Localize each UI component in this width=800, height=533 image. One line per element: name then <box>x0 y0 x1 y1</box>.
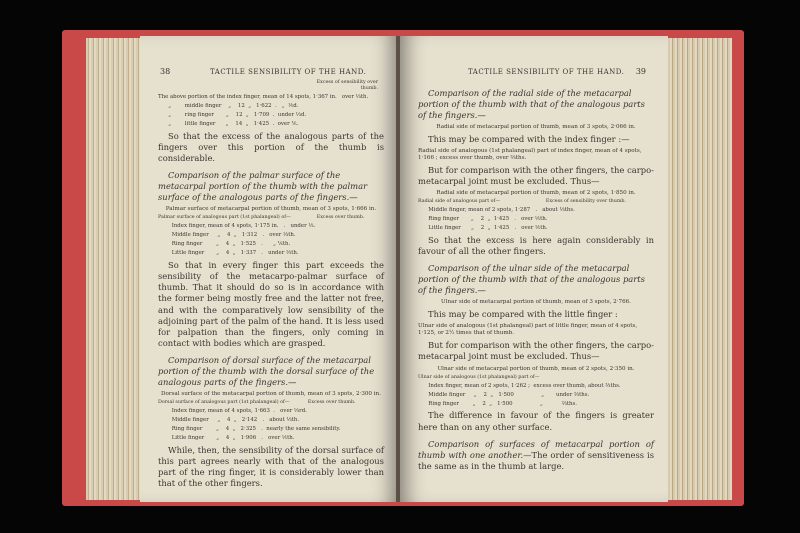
left-page-content <box>158 80 384 492</box>
paragraph-text: —The order of sensitiveness is the same as in the thumb at large. <box>418 449 654 472</box>
paragraph: But for comparison with the other fingers, the carpo-metacarpal joint must be excluded. Thus— <box>418 340 654 362</box>
table-top <box>158 94 384 128</box>
measurement-statement: Palmar surface of metacarpal portion of thumb, mean of 3 spots, 1·666 in. <box>165 206 377 213</box>
table-row: Ring finger „ 2 „ 1·425 . over ⅕th. <box>418 216 548 223</box>
table-column-header: Palmar surface of analogous part (1st phalangeal) of— Excess over thumb. <box>158 215 365 221</box>
section-heading: Comparison of the palmar surface of the metacarpal portion of the thumb with the palmar surface of the analogous parts of the fingers.— <box>158 170 368 203</box>
table-row: „ middle finger „ 12 „ 1·622 . „ ⅕d. <box>158 103 299 110</box>
right-page-content <box>418 84 654 475</box>
table-column-header: Ulnar side of analogous (1st phalangeal) part of— <box>418 374 540 380</box>
measurement-statement: Radial side of metacarpal portion of thumb, mean of 2 spots, 1·850 in. <box>436 190 636 197</box>
measurement-statement: Ulnar side of metacarpal portion of thumb, mean of 3 spots, 2·766. <box>441 299 631 306</box>
paragraph: This may be compared with the little finger : <box>428 309 618 320</box>
paragraph: So that in every finger this part exceeds the sensibility of the metacarpo-palmar surface of thumb. That it should do so is in accordance with the former being mostly free and the latter not free, and with the comparatively low sensibility of the adjoining part of the palm of the hand. It is less used for palpation than the fingers, only coming in contact with bodies which are grasped. <box>158 259 384 349</box>
paragraph: So that the excess is here again considerably in favour of all the other fingers. <box>418 235 654 257</box>
measurement-statement: Dorsal surface of the metacarpal portion of thumb, mean of 3 spots, 2·300 in. <box>161 391 381 398</box>
table-row: Ring finger „ 4 „ 1·525 . „ ⅙th. <box>158 241 291 248</box>
measurement-note: Radial side of analogous (1st phalangeal) part of index finger, mean of 4 spots, 1·166 ; excess over thumb, over ⅔ths. <box>418 147 642 161</box>
section-heading: Comparison of the ulnar side of the metacarpal portion of the thumb with that of the analogous parts of the fingers.— <box>418 263 645 296</box>
measurement-statement: Ulnar side of metacarpal portion of thumb, mean of 2 spots, 2·350 in. <box>437 365 635 372</box>
table-row: Little finger „ 2 „ 1·425 . over ⅕th. <box>418 225 548 232</box>
paragraph: But for comparison with the other fingers, the carpo-metacarpal joint must be excluded. Thus— <box>418 164 654 187</box>
paragraph: While, then, the sensibility of the dorsal surface of this part agrees nearly with that of the analogous part of the ring finger, it is considerably lower than that of the other fingers. <box>158 444 384 489</box>
table-column-header: Radial side of analogous part of— Excess of sensibility over thumb. <box>418 199 626 205</box>
table-row: Index finger, mean of 4 spots, 1·663 . over ⅓rd. <box>158 408 307 415</box>
paragraph: The difference in favour of the fingers is greater here than on any other surface. <box>418 410 654 432</box>
table-row: „ little finger „ 14 „ 1·425 . over ⅙. <box>158 120 299 127</box>
table-row: Middle finger „ 4 „ 1·312 . over ⅓th. <box>158 232 296 239</box>
running-header: TACTILE SENSIBILITY OF THE HAND. <box>468 68 625 76</box>
table-row: „ ring finger „ 12 „ 1·709 . under ⅓d. <box>158 112 307 119</box>
measurement-statement: Radial side of metacarpal portion of thumb, mean of 3 spots, 2·066 in. <box>436 123 636 130</box>
section-heading: Comparison of dorsal surface of the metacarpal portion of the thumb with the dorsal surface of the analogous parts of the fingers.— <box>158 355 375 388</box>
table-row: Ring finger „ 4 „ 2·325 . nearly the same sensibility. <box>158 425 341 432</box>
table-row: Ring finger „ 2 „ 1·500 „ ⅔ths. <box>418 400 577 407</box>
table-row: Middle finger „ 4 „ 2·142 . about ⅓th. <box>158 417 300 424</box>
paragraph: So that the excess of the analogous parts of the fingers over this portion of the thumb is considerable. <box>158 130 384 164</box>
page-number: 38 <box>160 67 171 76</box>
running-header: TACTILE SENSIBILITY OF THE HAND. <box>210 68 367 76</box>
page-number: 39 <box>635 67 646 76</box>
right-page <box>400 36 668 502</box>
left-page <box>140 36 398 502</box>
paragraph-with-heading <box>418 439 654 473</box>
table-row: The above portion of the index finger, mean of 14 spots, 1·367 in. over ⅓th. <box>158 94 369 101</box>
paragraph: This may be compared with the index finger :— <box>428 133 630 144</box>
table-column-header: Dorsal surface of analogous part (1st phalangeal) of— Excess over thumb. <box>158 400 356 406</box>
table-row: Middle finger „ 2 „ 1·500 „ under ⅔ths. <box>418 391 590 398</box>
table-row: Little finger „ 4 „ 1·337 . under ⅓th. <box>158 249 299 256</box>
measurement-note: Ulnar side of analogous (1st phalangeal) part of little finger, mean of 4 spots, 1·125, or 2½ times that of thumb. <box>418 323 638 337</box>
left-page-edges <box>86 38 146 500</box>
inline-heading: Comparison of surfaces of metacarpal portion of thumb with one another. <box>418 438 654 460</box>
section-heading: Comparison of the radial side of the metacarpal portion of the thumb with that of the analogous parts of the fingers.— <box>418 88 645 120</box>
table-row: Little finger „ 4 „ 1·906 . over ⅕th. <box>158 434 295 441</box>
table-row: Index finger, mean of 2 spots, 1·262 ; excess over thumb, about ⅔ths. <box>418 382 621 389</box>
table-column-header: Excess of sensibility over thumb. <box>316 80 378 92</box>
table-row: Middle finger, mean of 2 spots, 1·287 . about ⅓ths. <box>418 207 575 214</box>
table-row: Index finger, mean of 4 spots, 1·175 in. . under ⅓. <box>158 223 316 230</box>
right-page-edges <box>660 38 732 500</box>
